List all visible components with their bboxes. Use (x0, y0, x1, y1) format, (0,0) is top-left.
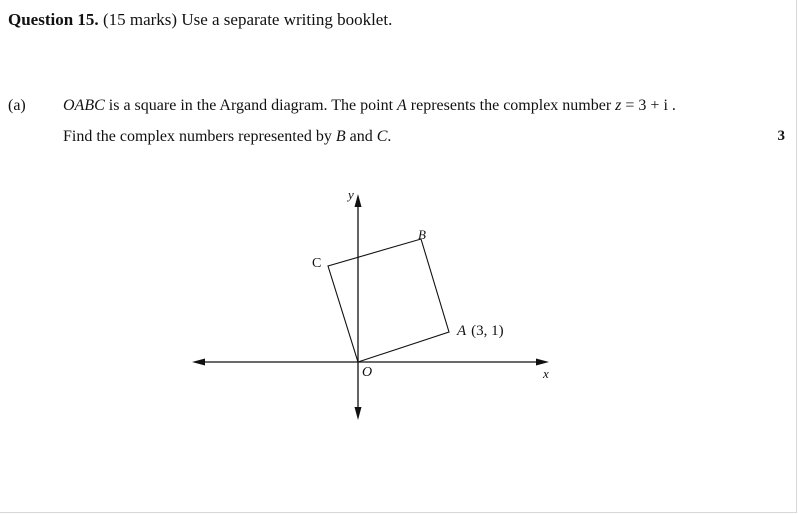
shape-name: OABC (63, 97, 105, 114)
c-name: C (376, 128, 388, 145)
point-a-label: A (457, 323, 467, 339)
z-value: = 3 + i . (621, 97, 676, 114)
point-a-label-group (456, 323, 504, 339)
x-axis-right-arrow (536, 359, 549, 366)
question-instruction: Use a separate writing booklet. (181, 10, 393, 29)
statement-text-2: represents the complex number (406, 97, 616, 114)
x-axis-left-arrow (192, 359, 205, 366)
statement-text-1: is a square in the Argand diagram. The point (104, 97, 398, 114)
point-name: A (397, 97, 407, 114)
question-end: . (387, 128, 392, 145)
vertex-b-label: B (418, 227, 426, 242)
question-prefix: Find the complex numbers represented by (63, 128, 336, 145)
y-axis-down-arrow (355, 407, 362, 420)
square-oabc (328, 239, 449, 362)
y-axis-label: y (348, 187, 354, 202)
y-axis-up-arrow (355, 194, 362, 207)
point-a-coords: (3, 1) (471, 323, 504, 339)
vertex-c-label: C (312, 256, 322, 271)
z-variable: z (615, 97, 622, 114)
part-a-label: (a) (8, 97, 26, 114)
b-name: B (335, 128, 346, 145)
origin-label: O (362, 365, 373, 380)
question-number: Question 15. (8, 10, 99, 29)
and-word: and (345, 128, 377, 145)
x-axis-label: x (543, 366, 549, 381)
question-marks: (15 marks) (102, 10, 178, 29)
part-a-marks: 3 (777, 128, 785, 144)
